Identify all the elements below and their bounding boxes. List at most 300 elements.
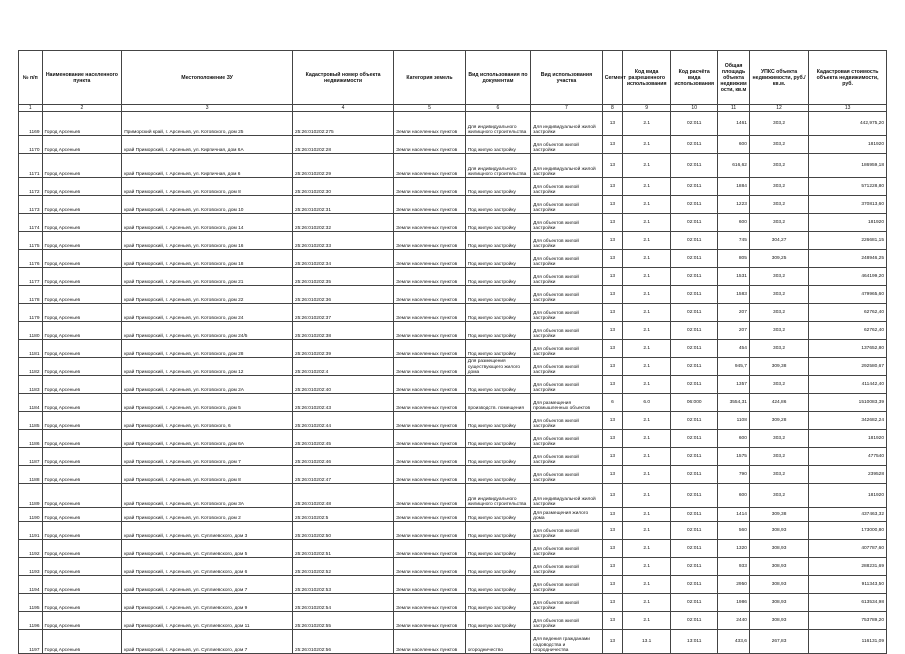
cadastral-number-cell: 25:26:010202:45 bbox=[292, 430, 393, 448]
plot-location-cell: край Приморский, г. Арсеньев, ул. Котовского, дом 8 bbox=[122, 178, 293, 196]
cadastral-value-cell: 239528 bbox=[809, 466, 887, 484]
specific-value-cell: 424,86 bbox=[749, 394, 808, 412]
specific-value-cell: 303,2 bbox=[749, 286, 808, 304]
settlement-name-cell: Город Арсеньев bbox=[42, 178, 122, 196]
area-sqm-cell: 600 bbox=[718, 484, 750, 508]
documented-use-cell: Под жилую застройку bbox=[465, 214, 530, 232]
cadastral-number-cell: 25:26:010202:44 bbox=[292, 412, 393, 430]
segment-cell: 13 bbox=[602, 136, 622, 154]
table-row bbox=[19, 358, 887, 376]
table-row bbox=[19, 196, 887, 214]
land-category-cell: Земли населенных пунктов bbox=[394, 286, 466, 304]
land-category-cell: Земли населенных пунктов bbox=[394, 322, 466, 340]
cadastral-value-cell: 181920 bbox=[809, 136, 887, 154]
permitted-use-code-cell: 6.0 bbox=[623, 394, 671, 412]
settlement-name-cell: Город Арсеньев bbox=[42, 232, 122, 250]
plot-location-cell: край Приморский, г. Арсеньев, ул. Котовского, дом 18 bbox=[122, 250, 293, 268]
plot-use-cell: Для ведения гражданами садоводства и огородничества bbox=[531, 630, 603, 654]
table-row bbox=[19, 286, 887, 304]
settlement-name-cell: Город Арсеньев bbox=[42, 484, 122, 508]
cadastral-value-cell: 173000,80 bbox=[809, 522, 887, 540]
area-sqm-cell: 2440 bbox=[718, 612, 750, 630]
plot-use-cell: Для индивидуальной жилой застройки bbox=[531, 154, 603, 178]
settlement-name-cell: Город Арсеньев bbox=[42, 594, 122, 612]
table-row bbox=[19, 178, 887, 196]
documented-use-cell: Под жилую застройку bbox=[465, 540, 530, 558]
row-number-cell: 1182 bbox=[19, 358, 43, 376]
header-cell: Категория земель bbox=[394, 51, 466, 105]
segment-cell: 13 bbox=[602, 448, 622, 466]
table-row bbox=[19, 558, 887, 576]
plot-location-cell: край Приморский, г. Арсеньев, ул. Котовского, 6 bbox=[122, 412, 293, 430]
cadastral-value-cell: 181920 bbox=[809, 430, 887, 448]
table-row bbox=[19, 630, 887, 654]
cadastral-number-cell: 25:26:010202:38 bbox=[292, 322, 393, 340]
cadastral-value-cell: 477540 bbox=[809, 448, 887, 466]
segment-cell: 13 bbox=[602, 196, 622, 214]
segment-cell: 13 bbox=[602, 322, 622, 340]
settlement-name-cell: Город Арсеньев bbox=[42, 136, 122, 154]
documented-use-cell: Для индивидуального жилищного строительства bbox=[465, 112, 530, 136]
permitted-use-code-cell: 2.1 bbox=[623, 136, 671, 154]
table-row bbox=[19, 448, 887, 466]
row-number-cell: 1170 bbox=[19, 136, 43, 154]
area-sqm-cell: 945,7 bbox=[718, 358, 750, 376]
settlement-name-cell: Город Арсеньев bbox=[42, 214, 122, 232]
documented-use-cell: Под жилую застройку bbox=[465, 196, 530, 214]
permitted-use-code-cell: 2.1 bbox=[623, 576, 671, 594]
header-cell: Местоположение ЗУ bbox=[122, 51, 293, 105]
row-number-cell: 1178 bbox=[19, 286, 43, 304]
column-number: 2 bbox=[42, 105, 122, 112]
segment-cell: 13 bbox=[602, 466, 622, 484]
specific-value-cell: 303,2 bbox=[749, 448, 808, 466]
documented-use-cell: Под жилую застройку bbox=[465, 576, 530, 594]
calculation-code-cell: 02:011 bbox=[671, 522, 718, 540]
calculation-code-cell: 02:011 bbox=[671, 358, 718, 376]
specific-value-cell: 303,2 bbox=[749, 466, 808, 484]
permitted-use-code-cell: 2.1 bbox=[623, 430, 671, 448]
row-number-cell: 1188 bbox=[19, 466, 43, 484]
specific-value-cell: 303,2 bbox=[749, 154, 808, 178]
cadastral-number-cell: 25:26:010202:37 bbox=[292, 304, 393, 322]
cadastral-number-cell: 25:26:010202:275 bbox=[292, 112, 393, 136]
column-number: 1 bbox=[19, 105, 43, 112]
specific-value-cell: 309,38 bbox=[749, 508, 808, 522]
plot-location-cell: край Приморский, г. Арсеньев, ул. Котовского, дом 7 bbox=[122, 448, 293, 466]
cadastral-value-cell: 407787,60 bbox=[809, 540, 887, 558]
documented-use-cell: Под жилую застройку bbox=[465, 612, 530, 630]
calculation-code-cell: 02:011 bbox=[671, 196, 718, 214]
settlement-name-cell: Город Арсеньев bbox=[42, 466, 122, 484]
permitted-use-code-cell: 2.1 bbox=[623, 522, 671, 540]
segment-cell: 13 bbox=[602, 358, 622, 376]
documented-use-cell: Под жилую застройку bbox=[465, 376, 530, 394]
land-category-cell: Земли населенных пунктов bbox=[394, 612, 466, 630]
cadastral-number-cell: 25:26:010202:55 bbox=[292, 612, 393, 630]
cadastral-number-cell: 25:26:010202:39 bbox=[292, 340, 393, 358]
row-number-cell: 1169 bbox=[19, 112, 43, 136]
table-row bbox=[19, 376, 887, 394]
area-sqm-cell: 2950 bbox=[718, 576, 750, 594]
row-number-cell: 1187 bbox=[19, 448, 43, 466]
cadastral-value-cell: 292580,67 bbox=[809, 358, 887, 376]
table-row bbox=[19, 340, 887, 358]
plot-location-cell: край Приморский, г. Арсеньев, ул. Котовского, дом 22 bbox=[122, 286, 293, 304]
cadastral-value-cell: 911343,50 bbox=[809, 576, 887, 594]
cadastral-value-cell: 186959,18 bbox=[809, 154, 887, 178]
column-number: 5 bbox=[394, 105, 466, 112]
plot-use-cell: Для объектов жилой застройки bbox=[531, 232, 603, 250]
segment-cell: 6 bbox=[602, 394, 622, 412]
row-number-cell: 1194 bbox=[19, 576, 43, 594]
permitted-use-code-cell: 2.1 bbox=[623, 196, 671, 214]
plot-location-cell: край Приморский, г. Арсеньев, ул. Котовского, дом 16 bbox=[122, 232, 293, 250]
table-row bbox=[19, 540, 887, 558]
row-number-cell: 1177 bbox=[19, 268, 43, 286]
plot-location-cell: край Приморский, г. Арсеньев, ул. Котовского, дом 28 bbox=[122, 340, 293, 358]
area-sqm-cell: 433,6 bbox=[718, 630, 750, 654]
land-category-cell: Земли населенных пунктов bbox=[394, 522, 466, 540]
permitted-use-code-cell: 2.1 bbox=[623, 268, 671, 286]
documented-use-cell: Под жилую застройку bbox=[465, 232, 530, 250]
cadastral-number-cell: 25:26:010202:51 bbox=[292, 540, 393, 558]
table-row bbox=[19, 508, 887, 522]
documented-use-cell: огородничество bbox=[465, 630, 530, 654]
cadastral-value-cell: 370813,60 bbox=[809, 196, 887, 214]
plot-location-cell: край Приморский, г. Арсеньев, ул. Котовского, дом 2 bbox=[122, 508, 293, 522]
calculation-code-cell: 02:011 bbox=[671, 154, 718, 178]
permitted-use-code-cell: 13.1 bbox=[623, 630, 671, 654]
header-cell: Вид использования по документам bbox=[465, 51, 530, 105]
documented-use-cell: Под жилую застройку bbox=[465, 178, 530, 196]
calculation-code-cell: 06:000 bbox=[671, 394, 718, 412]
segment-cell: 13 bbox=[602, 612, 622, 630]
permitted-use-code-cell: 2.1 bbox=[623, 558, 671, 576]
area-sqm-cell: 600 bbox=[718, 214, 750, 232]
table-row bbox=[19, 522, 887, 540]
plot-use-cell: Для объектов жилой застройки bbox=[531, 540, 603, 558]
permitted-use-code-cell: 2.1 bbox=[623, 594, 671, 612]
specific-value-cell: 303,2 bbox=[749, 304, 808, 322]
table-row bbox=[19, 430, 887, 448]
area-sqm-cell: 1357 bbox=[718, 376, 750, 394]
land-category-cell: Земли населенных пунктов bbox=[394, 376, 466, 394]
permitted-use-code-cell: 2.1 bbox=[623, 448, 671, 466]
land-category-cell: Земли населенных пунктов bbox=[394, 594, 466, 612]
cadastral-value-cell: 442,975,20 bbox=[809, 112, 887, 136]
cadastral-number-cell: 25:26:010202:4 bbox=[292, 358, 393, 376]
table-row bbox=[19, 394, 887, 412]
permitted-use-code-cell: 2.1 bbox=[623, 540, 671, 558]
table-row bbox=[19, 154, 887, 178]
land-category-cell: Земли населенных пунктов bbox=[394, 112, 466, 136]
permitted-use-code-cell: 2.1 bbox=[623, 612, 671, 630]
settlement-name-cell: Город Арсеньев bbox=[42, 612, 122, 630]
settlement-name-cell: Город Арсеньев bbox=[42, 430, 122, 448]
land-category-cell: Земли населенных пунктов bbox=[394, 630, 466, 654]
table-row bbox=[19, 136, 887, 154]
calculation-code-cell: 02:011 bbox=[671, 508, 718, 522]
area-sqm-cell: 600 bbox=[718, 430, 750, 448]
segment-cell: 13 bbox=[602, 154, 622, 178]
row-number-cell: 1190 bbox=[19, 508, 43, 522]
land-category-cell: Земли населенных пунктов bbox=[394, 232, 466, 250]
cadastral-number-cell: 25:26:010202:40 bbox=[292, 376, 393, 394]
plot-use-cell: Для объектов жилой застройки bbox=[531, 576, 603, 594]
row-number-cell: 1180 bbox=[19, 322, 43, 340]
cadastral-number-cell: 25:26:010202:52 bbox=[292, 558, 393, 576]
settlement-name-cell: Город Арсеньев bbox=[42, 286, 122, 304]
settlement-name-cell: Город Арсеньев bbox=[42, 112, 122, 136]
segment-cell: 13 bbox=[602, 340, 622, 358]
settlement-name-cell: Город Арсеньев bbox=[42, 376, 122, 394]
land-category-cell: Земли населенных пунктов bbox=[394, 214, 466, 232]
permitted-use-code-cell: 2.1 bbox=[623, 340, 671, 358]
permitted-use-code-cell: 2.1 bbox=[623, 250, 671, 268]
settlement-name-cell: Город Арсеньев bbox=[42, 340, 122, 358]
header-cell: Сегмент bbox=[602, 51, 622, 105]
plot-use-cell: Для объектов жилой застройки bbox=[531, 412, 603, 430]
plot-use-cell: Для объектов жилой застройки bbox=[531, 214, 603, 232]
land-category-cell: Земли населенных пунктов bbox=[394, 508, 466, 522]
header-row bbox=[19, 51, 887, 105]
calculation-code-cell: 02:011 bbox=[671, 412, 718, 430]
row-number-cell: 1185 bbox=[19, 412, 43, 430]
permitted-use-code-cell: 2.1 bbox=[623, 154, 671, 178]
land-category-cell: Земли населенных пунктов bbox=[394, 540, 466, 558]
land-category-cell: Земли населенных пунктов bbox=[394, 268, 466, 286]
documented-use-cell: Для индивидуального жилищного строительства bbox=[465, 154, 530, 178]
cadastral-number-cell: 25:26:010202:32 bbox=[292, 214, 393, 232]
cadastral-number-cell: 25:26:010202:29 bbox=[292, 154, 393, 178]
settlement-name-cell: Город Арсеньев bbox=[42, 522, 122, 540]
specific-value-cell: 308,93 bbox=[749, 540, 808, 558]
documented-use-cell: Под жилую застройку bbox=[465, 412, 530, 430]
specific-value-cell: 308,93 bbox=[749, 612, 808, 630]
permitted-use-code-cell: 2.1 bbox=[623, 466, 671, 484]
cadastral-number-cell: 25:26:010202:50 bbox=[292, 522, 393, 540]
segment-cell: 13 bbox=[602, 522, 622, 540]
calculation-code-cell: 02:011 bbox=[671, 430, 718, 448]
cadastral-value-cell: 288231,69 bbox=[809, 558, 887, 576]
segment-cell: 13 bbox=[602, 558, 622, 576]
plot-location-cell: край Приморский, г. Арсеньев, ул. Котовского, дом 5 bbox=[122, 394, 293, 412]
land-category-cell: Земли населенных пунктов bbox=[394, 484, 466, 508]
documented-use-cell: Под жилую застройку bbox=[465, 558, 530, 576]
land-category-cell: Земли населенных пунктов bbox=[394, 304, 466, 322]
plot-use-cell: Для объектов жилой застройки bbox=[531, 358, 603, 376]
specific-value-cell: 303,2 bbox=[749, 484, 808, 508]
calculation-code-cell: 02:011 bbox=[671, 466, 718, 484]
specific-value-cell: 303,2 bbox=[749, 268, 808, 286]
column-number: 10 bbox=[671, 105, 718, 112]
calculation-code-cell: 02:011 bbox=[671, 612, 718, 630]
column-number: 3 bbox=[122, 105, 293, 112]
permitted-use-code-cell: 2.1 bbox=[623, 232, 671, 250]
documented-use-cell: Под жилую застройку bbox=[465, 508, 530, 522]
permitted-use-code-cell: 2.1 bbox=[623, 322, 671, 340]
cadastral-number-cell: 25:26:010202:34 bbox=[292, 250, 393, 268]
area-sqm-cell: 790 bbox=[718, 466, 750, 484]
row-number-cell: 1172 bbox=[19, 178, 43, 196]
column-number: 8 bbox=[602, 105, 622, 112]
land-category-cell: Земли населенных пунктов bbox=[394, 430, 466, 448]
cadastral-value-cell: 1510083,39 bbox=[809, 394, 887, 412]
land-category-cell: Земли населенных пунктов bbox=[394, 250, 466, 268]
area-sqm-cell: 1223 bbox=[718, 196, 750, 214]
cadastral-number-cell: 25:26:010202:48 bbox=[292, 484, 393, 508]
settlement-name-cell: Город Арсеньев bbox=[42, 448, 122, 466]
specific-value-cell: 303,2 bbox=[749, 430, 808, 448]
land-category-cell: Земли населенных пунктов bbox=[394, 412, 466, 430]
documented-use-cell: Под жилую застройку bbox=[465, 286, 530, 304]
cadastral-value-table bbox=[18, 50, 887, 654]
specific-value-cell: 308,93 bbox=[749, 522, 808, 540]
row-number-cell: 1193 bbox=[19, 558, 43, 576]
cadastral-number-cell: 25:26:010202:54 bbox=[292, 594, 393, 612]
permitted-use-code-cell: 2.1 bbox=[623, 304, 671, 322]
segment-cell: 13 bbox=[602, 304, 622, 322]
plot-use-cell: Для индивидуальной жилой застройки bbox=[531, 484, 603, 508]
row-number-cell: 1197 bbox=[19, 630, 43, 654]
cadastral-value-cell: 342682,24 bbox=[809, 412, 887, 430]
land-category-cell: Земли населенных пунктов bbox=[394, 340, 466, 358]
plot-location-cell: край Приморский, г. Арсеньев, ул. Котовского, дом 3А bbox=[122, 484, 293, 508]
area-sqm-cell: 1986 bbox=[718, 594, 750, 612]
plot-location-cell: край Приморский, г. Арсеньев, ул. Котовского, дом 8 bbox=[122, 466, 293, 484]
calculation-code-cell: 02:011 bbox=[671, 340, 718, 358]
cadastral-value-cell: 226681,15 bbox=[809, 232, 887, 250]
calculation-code-cell: 02:011 bbox=[671, 376, 718, 394]
header-cell: Код расчёта вида использования bbox=[671, 51, 718, 105]
column-number: 11 bbox=[718, 105, 750, 112]
cadastral-number-cell: 25:26:010202:36 bbox=[292, 286, 393, 304]
calculation-code-cell: 02:011 bbox=[671, 484, 718, 508]
area-sqm-cell: 207 bbox=[718, 322, 750, 340]
plot-location-cell: край Приморский, г. Арсеньев, ул. Кирпичная, дом 6А bbox=[122, 136, 293, 154]
calculation-code-cell: 02:011 bbox=[671, 594, 718, 612]
documented-use-cell: Под жилую застройку bbox=[465, 136, 530, 154]
permitted-use-code-cell: 2.1 bbox=[623, 412, 671, 430]
plot-location-cell: край Приморский, г. Арсеньев, ул. Суплиевского, дом 11 bbox=[122, 612, 293, 630]
area-sqm-cell: 1414 bbox=[718, 508, 750, 522]
segment-cell: 13 bbox=[602, 376, 622, 394]
area-sqm-cell: 560 bbox=[718, 522, 750, 540]
plot-location-cell: край Приморский, г. Арсеньев, ул. Суплиевского, дом 5 bbox=[122, 540, 293, 558]
plot-location-cell: Приморский край, г. Арсеньев, ул. Котовского, дом 25 bbox=[122, 112, 293, 136]
row-number-cell: 1195 bbox=[19, 594, 43, 612]
documented-use-cell: производств. помещения bbox=[465, 394, 530, 412]
row-number-cell: 1184 bbox=[19, 394, 43, 412]
row-number-cell: 1175 bbox=[19, 232, 43, 250]
plot-use-cell: Для индивидуальной жилой застройки bbox=[531, 112, 603, 136]
settlement-name-cell: Город Арсеньев bbox=[42, 394, 122, 412]
plot-location-cell: край Приморский, г. Арсеньев, ул. Котовского, дом 14 bbox=[122, 214, 293, 232]
documented-use-cell: Под жилую застройку bbox=[465, 268, 530, 286]
plot-use-cell: Для объектов жилой застройки bbox=[531, 322, 603, 340]
specific-value-cell: 308,93 bbox=[749, 558, 808, 576]
row-number-cell: 1196 bbox=[19, 612, 43, 630]
table-row bbox=[19, 112, 887, 136]
calculation-code-cell: 13:011 bbox=[671, 630, 718, 654]
area-sqm-cell: 616,62 bbox=[718, 154, 750, 178]
plot-use-cell: Для объектов жилой застройки bbox=[531, 304, 603, 322]
cadastral-number-cell: 25:26:010202:28 bbox=[292, 136, 393, 154]
segment-cell: 13 bbox=[602, 508, 622, 522]
plot-location-cell: край Приморский, г. Арсеньев, ул. Суплиевского, дом 6 bbox=[122, 558, 293, 576]
calculation-code-cell: 02:011 bbox=[671, 268, 718, 286]
settlement-name-cell: Город Арсеньев bbox=[42, 250, 122, 268]
land-category-cell: Земли населенных пунктов bbox=[394, 466, 466, 484]
cadastral-value-cell: 137652,80 bbox=[809, 340, 887, 358]
plot-location-cell: край Приморский, г. Арсеньев, ул. Котовского, дом 6А bbox=[122, 430, 293, 448]
specific-value-cell: 303,2 bbox=[749, 136, 808, 154]
permitted-use-code-cell: 2.1 bbox=[623, 112, 671, 136]
settlement-name-cell: Город Арсеньев bbox=[42, 576, 122, 594]
segment-cell: 13 bbox=[602, 412, 622, 430]
cadastral-value-cell: 62762,40 bbox=[809, 322, 887, 340]
cadastral-number-cell: 25:26:010202:47 bbox=[292, 466, 393, 484]
specific-value-cell: 267,83 bbox=[749, 630, 808, 654]
permitted-use-code-cell: 2.1 bbox=[623, 286, 671, 304]
plot-use-cell: Для объектов жилой застройки bbox=[531, 612, 603, 630]
cadastral-number-cell: 25:26:010202:56 bbox=[292, 630, 393, 654]
area-sqm-cell: 1575 bbox=[718, 448, 750, 466]
cadastral-number-cell: 25:26:010202:35 bbox=[292, 268, 393, 286]
settlement-name-cell: Город Арсеньев bbox=[42, 630, 122, 654]
specific-value-cell: 308,93 bbox=[749, 594, 808, 612]
segment-cell: 13 bbox=[602, 430, 622, 448]
plot-use-cell: Для объектов жилой застройки bbox=[531, 594, 603, 612]
documented-use-cell: Под жилую застройку bbox=[465, 522, 530, 540]
permitted-use-code-cell: 2.1 bbox=[623, 178, 671, 196]
column-number: 6 bbox=[465, 105, 530, 112]
land-category-cell: Земли населенных пунктов bbox=[394, 154, 466, 178]
permitted-use-code-cell: 2.1 bbox=[623, 358, 671, 376]
row-number-cell: 1191 bbox=[19, 522, 43, 540]
calculation-code-cell: 02:011 bbox=[671, 250, 718, 268]
cadastral-value-cell: 437463,32 bbox=[809, 508, 887, 522]
documented-use-cell: Под жилую застройку bbox=[465, 448, 530, 466]
cadastral-number-cell: 25:26:010202:5 bbox=[292, 508, 393, 522]
plot-location-cell: край Приморский, г. Арсеньев, ул. Котовского, дом 21 bbox=[122, 268, 293, 286]
plot-location-cell: край Приморский, г. Арсеньев, ул. Котовского, дом 24 bbox=[122, 304, 293, 322]
calculation-code-cell: 02:011 bbox=[671, 540, 718, 558]
settlement-name-cell: Город Арсеньев bbox=[42, 322, 122, 340]
row-number-cell: 1171 bbox=[19, 154, 43, 178]
documented-use-cell: Для размещения существующего жилого дома bbox=[465, 358, 530, 376]
segment-cell: 13 bbox=[602, 232, 622, 250]
header-cell: Общая площадь объекта недвижим ости, кв.м bbox=[718, 51, 750, 105]
segment-cell: 13 bbox=[602, 576, 622, 594]
plot-location-cell: край Приморский, г. Арсеньев, ул. Котовского, дом 12 bbox=[122, 358, 293, 376]
land-category-cell: Земли населенных пунктов bbox=[394, 394, 466, 412]
plot-use-cell: Для объектов жилой застройки bbox=[531, 178, 603, 196]
specific-value-cell: 303,2 bbox=[749, 376, 808, 394]
table-row bbox=[19, 594, 887, 612]
calculation-code-cell: 02:011 bbox=[671, 448, 718, 466]
segment-cell: 13 bbox=[602, 214, 622, 232]
specific-value-cell: 308,93 bbox=[749, 576, 808, 594]
area-sqm-cell: 805 bbox=[718, 250, 750, 268]
cadastral-number-cell: 25:26:010202:33 bbox=[292, 232, 393, 250]
cadastral-value-cell: 181920 bbox=[809, 484, 887, 508]
table-row bbox=[19, 322, 887, 340]
segment-cell: 13 bbox=[602, 250, 622, 268]
settlement-name-cell: Город Арсеньев bbox=[42, 154, 122, 178]
settlement-name-cell: Город Арсеньев bbox=[42, 358, 122, 376]
